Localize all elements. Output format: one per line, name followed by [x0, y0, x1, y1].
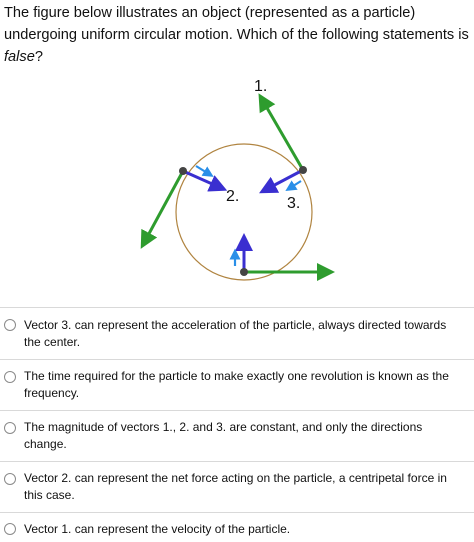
- answer-option-1[interactable]: [0, 308, 474, 360]
- option-label: Vector 1. can represent the velocity of the particle.: [24, 522, 291, 536]
- option-label: The magnitude of vectors 1., 2. and 3. are constant, and only the directions change.: [24, 420, 423, 451]
- radial-arrow-3: [267, 170, 303, 189]
- radio-button[interactable]: [4, 422, 16, 434]
- vector-label-2: 2.: [226, 188, 240, 205]
- radio-button[interactable]: [4, 523, 16, 535]
- question-text: [4, 2, 470, 68]
- question-end: ?: [34, 49, 43, 65]
- small-arrow-right: [290, 181, 301, 188]
- answer-option-3[interactable]: [0, 411, 474, 462]
- answer-option-2[interactable]: [0, 360, 474, 411]
- answer-option-5[interactable]: [0, 513, 474, 542]
- radio-button[interactable]: [4, 319, 16, 331]
- radio-button[interactable]: [4, 473, 16, 485]
- question-emphasis: false: [4, 49, 35, 65]
- small-arrow-left: [196, 166, 209, 174]
- velocity-arrow-1: [263, 101, 303, 170]
- question-body: The figure below illustrates an object (represented as a particle) undergoing uniform circular motion. Which of the following statements is: [4, 5, 469, 43]
- vector-label-1: 1.: [254, 78, 268, 95]
- vector-label-3: 3.: [287, 195, 301, 212]
- particle-right: [299, 166, 307, 174]
- option-label: Vector 3. can represent the acceleration of the particle, always directed towards the center.: [24, 318, 447, 349]
- particle-bottom: [240, 268, 248, 276]
- particle-left: [179, 167, 187, 175]
- option-label: Vector 2. can represent the net force acting on the particle, a centripetal force in this case.: [24, 471, 447, 502]
- answer-option-4[interactable]: [0, 462, 474, 513]
- option-label: The time required for the particle to make exactly one revolution is known as the frequency.: [24, 369, 449, 400]
- radial-arrow-2: [183, 171, 219, 187]
- velocity-arrow-left: [145, 171, 183, 241]
- radio-button[interactable]: [4, 371, 16, 383]
- circular-motion-figure: [0, 68, 474, 290]
